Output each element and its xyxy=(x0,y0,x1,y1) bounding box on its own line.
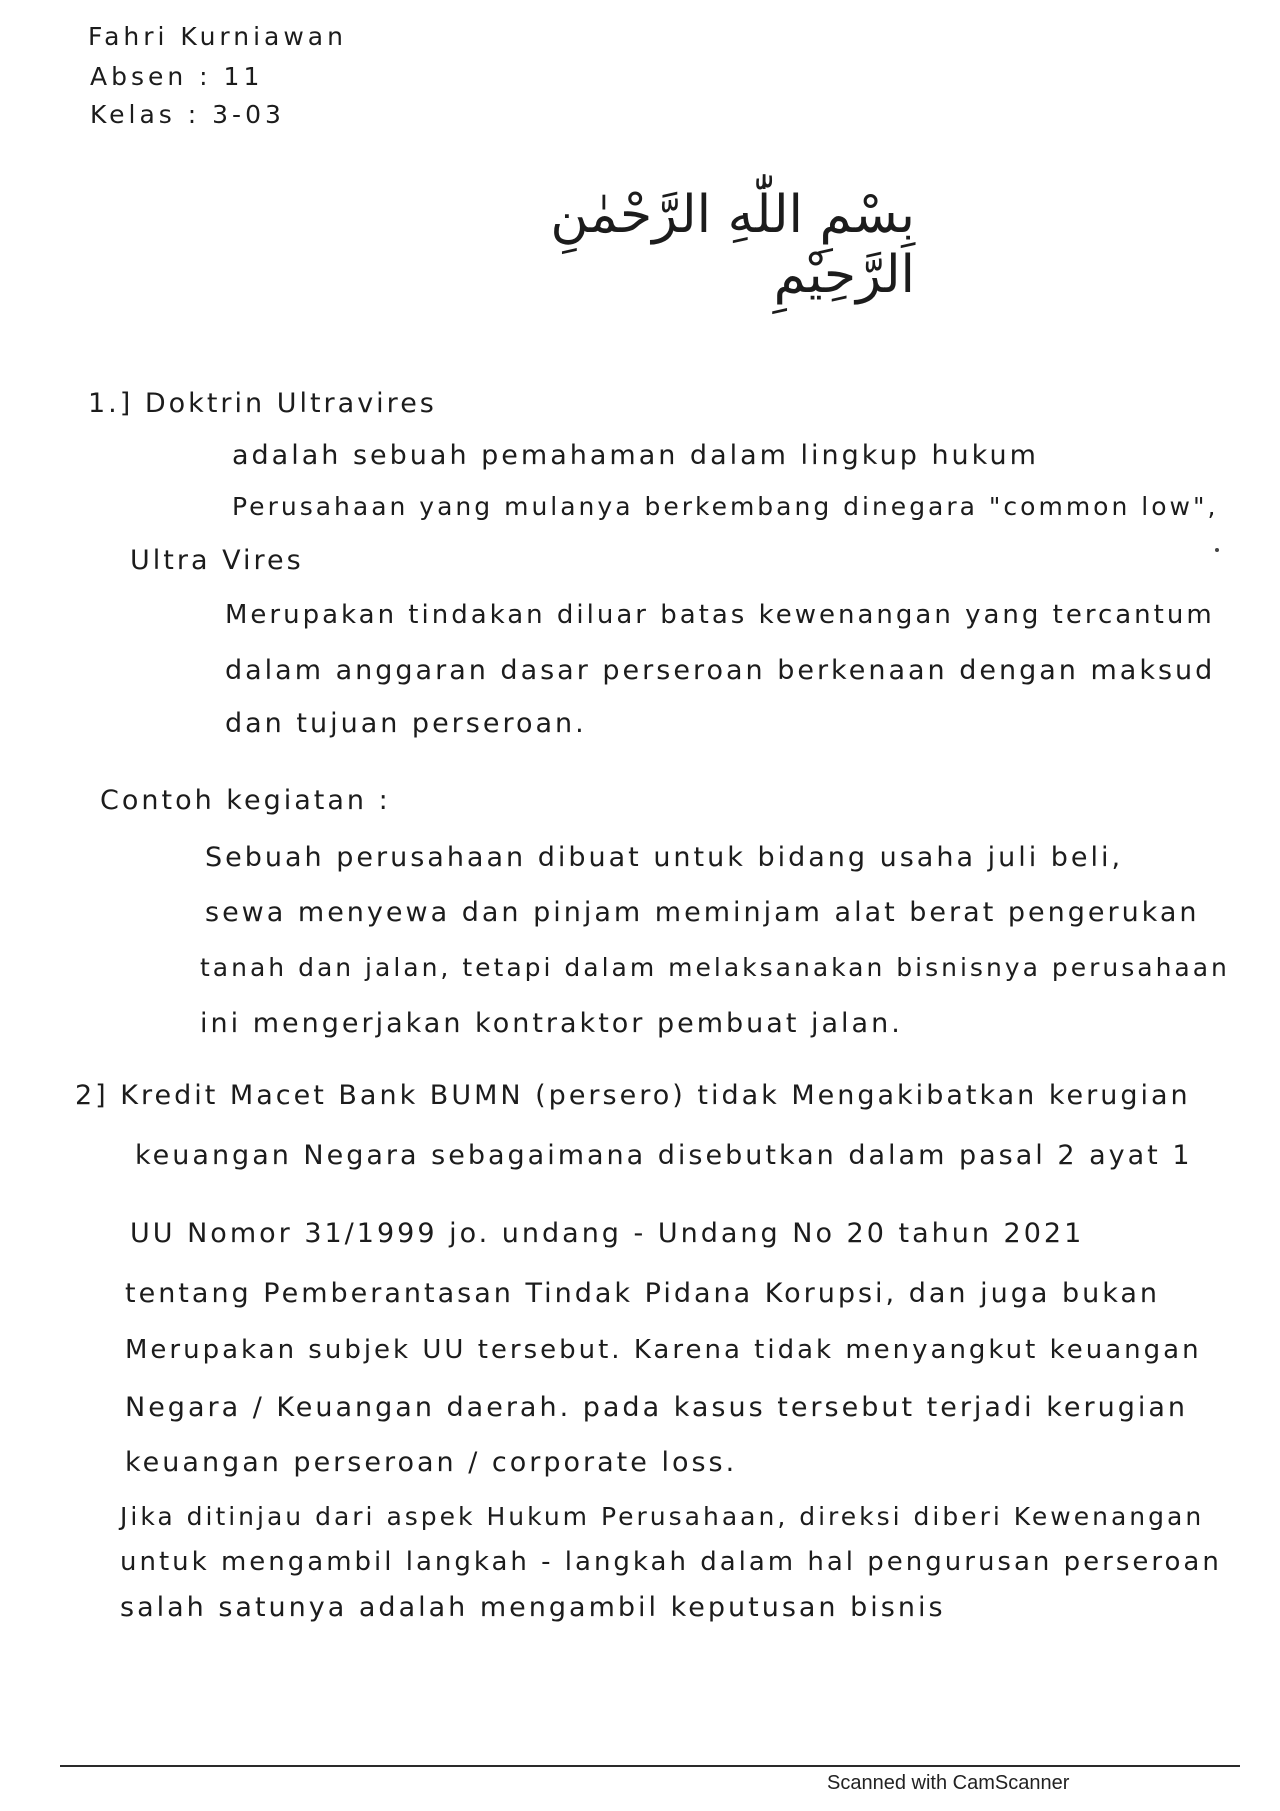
section2-para-line-2: tentang Pemberantasan Tindak Pidana Korupsi, dan juga bukan xyxy=(125,1278,1161,1309)
example-line-4: ini mengerjakan kontraktor pembuat jalan. xyxy=(200,1008,903,1039)
ultra-vires-line-1: Merupakan tindakan diluar batas kewenangan yang tercantum xyxy=(225,600,1215,630)
section2-para-line-4: Negara / Keuangan daerah. pada kasus tersebut terjadi kerugian xyxy=(125,1392,1188,1423)
section2-last-line-3: salah satunya adalah mengambil keputusan bisnis xyxy=(120,1592,946,1623)
section2-last-line-1: Jika ditinjau dari aspek Hukum Perusahaan, direksi diberi Kewenangan xyxy=(120,1502,1205,1531)
ultra-vires-line-3: dan tujuan perseroan. xyxy=(225,708,587,739)
camscanner-watermark: Scanned with CamScanner xyxy=(827,1772,1070,1794)
section2-line-2: keuangan Negara sebagaimana disebutkan dalam pasal 2 ayat 1 xyxy=(135,1140,1193,1171)
basmala-calligraphy: بِسْمِ اللّٰهِ الرَّحْمٰنِ الرَّحِيْمِ xyxy=(550,185,915,305)
ultra-vires-line-2: dalam anggaran dasar perseroan berkenaan dengan maksud xyxy=(225,655,1216,686)
absen-line: Absen : 11 xyxy=(90,62,264,91)
section1-heading: 1.] Doktrin Ultravires xyxy=(88,388,437,419)
section1-def-line-1: adalah sebuah pemahaman dalam lingkup hukum xyxy=(232,440,1039,471)
example-line-1: Sebuah perusahaan dibuat untuk bidang usaha juli beli, xyxy=(205,842,1124,873)
section1-def-line-2: Perusahaan yang mulanya berkembang dinegara "common low", xyxy=(232,492,1219,521)
student-name: Fahri Kurniawan xyxy=(88,22,347,51)
scan-speck xyxy=(1215,548,1219,552)
paper-bottom-edge xyxy=(60,1765,1240,1767)
example-line-2: sewa menyewa dan pinjam meminjam alat berat pengerukan xyxy=(205,897,1200,928)
kelas-line: Kelas : 3-03 xyxy=(90,100,285,129)
example-heading: Contoh kegiatan : xyxy=(100,785,391,816)
example-line-3: tanah dan jalan, tetapi dalam melaksanakan bisnisnya perusahaan xyxy=(200,953,1230,982)
section2-para-line-5: keuangan perseroan / corporate loss. xyxy=(125,1447,738,1478)
section2-para-line-3: Merupakan subjek UU tersebut. Karena tidak menyangkut keuangan xyxy=(125,1335,1202,1365)
section2-last-line-2: untuk mengambil langkah - langkah dalam hal pengurusan perseroan xyxy=(120,1547,1222,1577)
ultra-vires-heading: Ultra Vires xyxy=(130,545,304,576)
section2-para-line-1: UU Nomor 31/1999 jo. undang - Undang No 20 tahun 2021 xyxy=(130,1218,1085,1249)
section2-line-1: 2] Kredit Macet Bank BUMN (persero) tidak Mengakibatkan kerugian xyxy=(75,1080,1191,1111)
